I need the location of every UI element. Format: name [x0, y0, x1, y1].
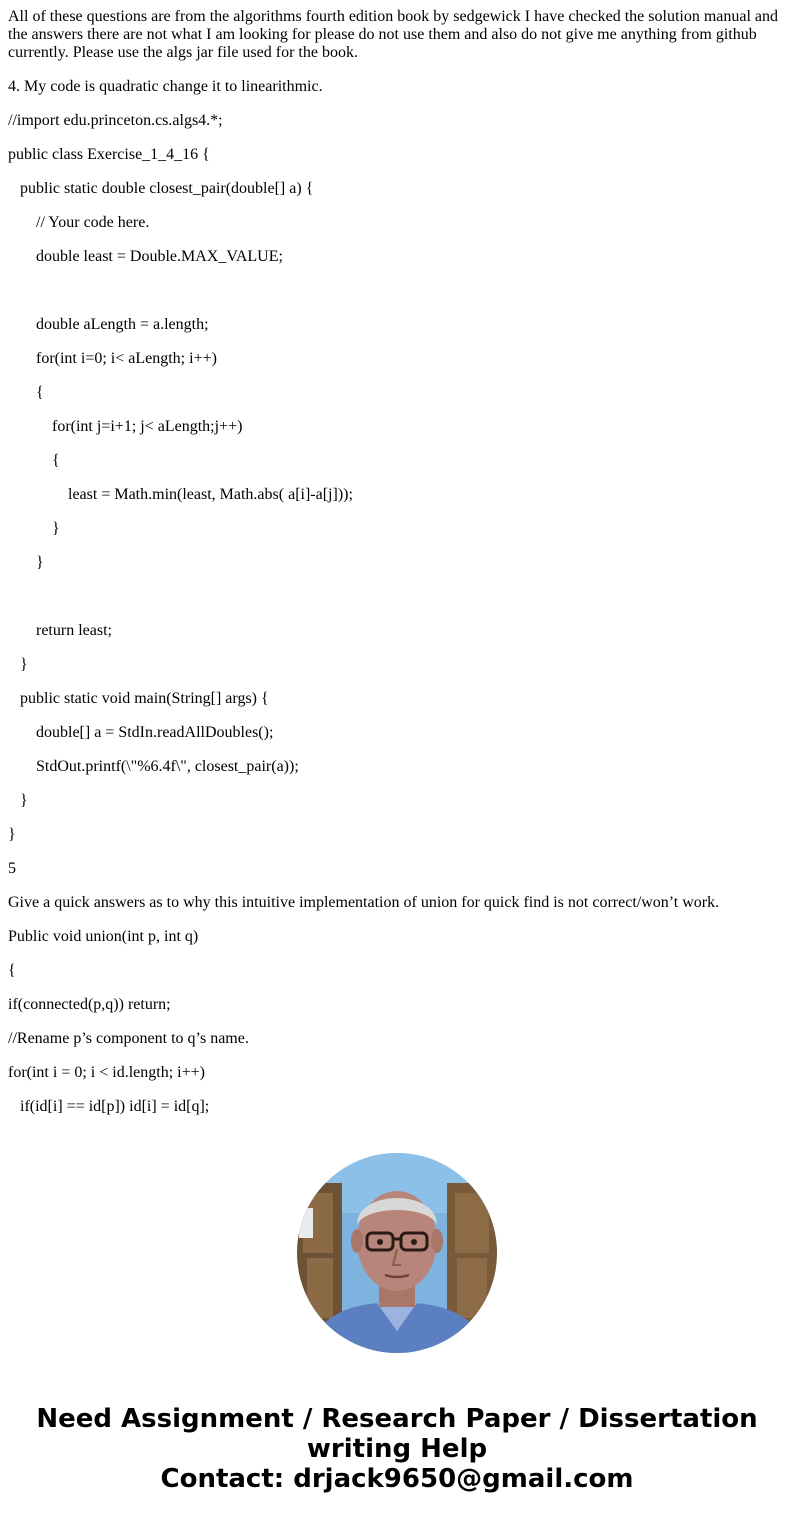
code-line: } — [8, 554, 44, 571]
code-line: { — [8, 384, 44, 401]
promo-banner — [0, 1404, 794, 1494]
code-line: double least = Double.MAX_VALUE; — [8, 248, 283, 265]
code-line: { — [8, 962, 16, 979]
portrait-photo — [297, 1153, 497, 1353]
code-line: //Rename p’s component to q’s name. — [8, 1030, 249, 1047]
code-line: // Your code here. — [8, 214, 150, 231]
code-line: for(int i = 0; i < id.length; i++) — [8, 1064, 205, 1081]
code-line: return least; — [8, 622, 112, 639]
code-line: } — [8, 826, 16, 843]
code-line: least = Math.min(least, Math.abs( a[i]-a[j])); — [8, 486, 353, 503]
code-line: public class Exercise_1_4_16 { — [8, 146, 210, 163]
code-line: if(connected(p,q)) return; — [8, 996, 171, 1013]
code-line: for(int i=0; i< aLength; i++) — [8, 350, 217, 367]
promo-line-2: writing Help — [306, 1434, 488, 1464]
code-line: double aLength = a.length; — [8, 316, 209, 333]
code-line: } — [8, 656, 28, 673]
code-line: if(id[i] == id[p]) id[i] = id[q]; — [8, 1098, 210, 1115]
code-line: { — [8, 452, 60, 469]
code-line: } — [8, 792, 28, 809]
code-line: public static double closest_pair(double[] a) { — [8, 180, 314, 197]
code-line: //import edu.princeton.cs.algs4.*; — [8, 112, 223, 129]
promo-line-1: Need Assignment / Research Paper / Dissertation — [36, 1404, 758, 1434]
promo-contact: Contact: drjack9650@gmail.com — [160, 1464, 634, 1494]
code-line: double[] a = StdIn.readAllDoubles(); — [8, 724, 274, 741]
code-line: public static void main(String[] args) { — [8, 690, 269, 707]
avatar — [297, 1153, 497, 1353]
code-line: Public void union(int p, int q) — [8, 928, 199, 945]
blank-line — [8, 282, 786, 316]
code-line: for(int j=i+1; j< aLength;j++) — [8, 418, 243, 435]
question-4-heading: 4. My code is quadratic change it to linearithmic. — [8, 78, 323, 95]
question-5-text: Give a quick answers as to why this intuitive implementation of union for quick find is not correct/won’t work. — [8, 894, 720, 911]
code-line: } — [8, 520, 60, 537]
question-5-number: 5 — [8, 860, 16, 877]
code-line: StdOut.printf(\"%6.4f\", closest_pair(a)); — [8, 758, 299, 775]
blank-line — [8, 588, 786, 622]
intro-paragraph: All of these questions are from the algorithms fourth edition book by sedgewick I have checked the solution manual and the answers there are not what I am looking for please do not use them and also do not give me anything from github currently. Please use the algs jar file used for the book. — [8, 8, 779, 61]
